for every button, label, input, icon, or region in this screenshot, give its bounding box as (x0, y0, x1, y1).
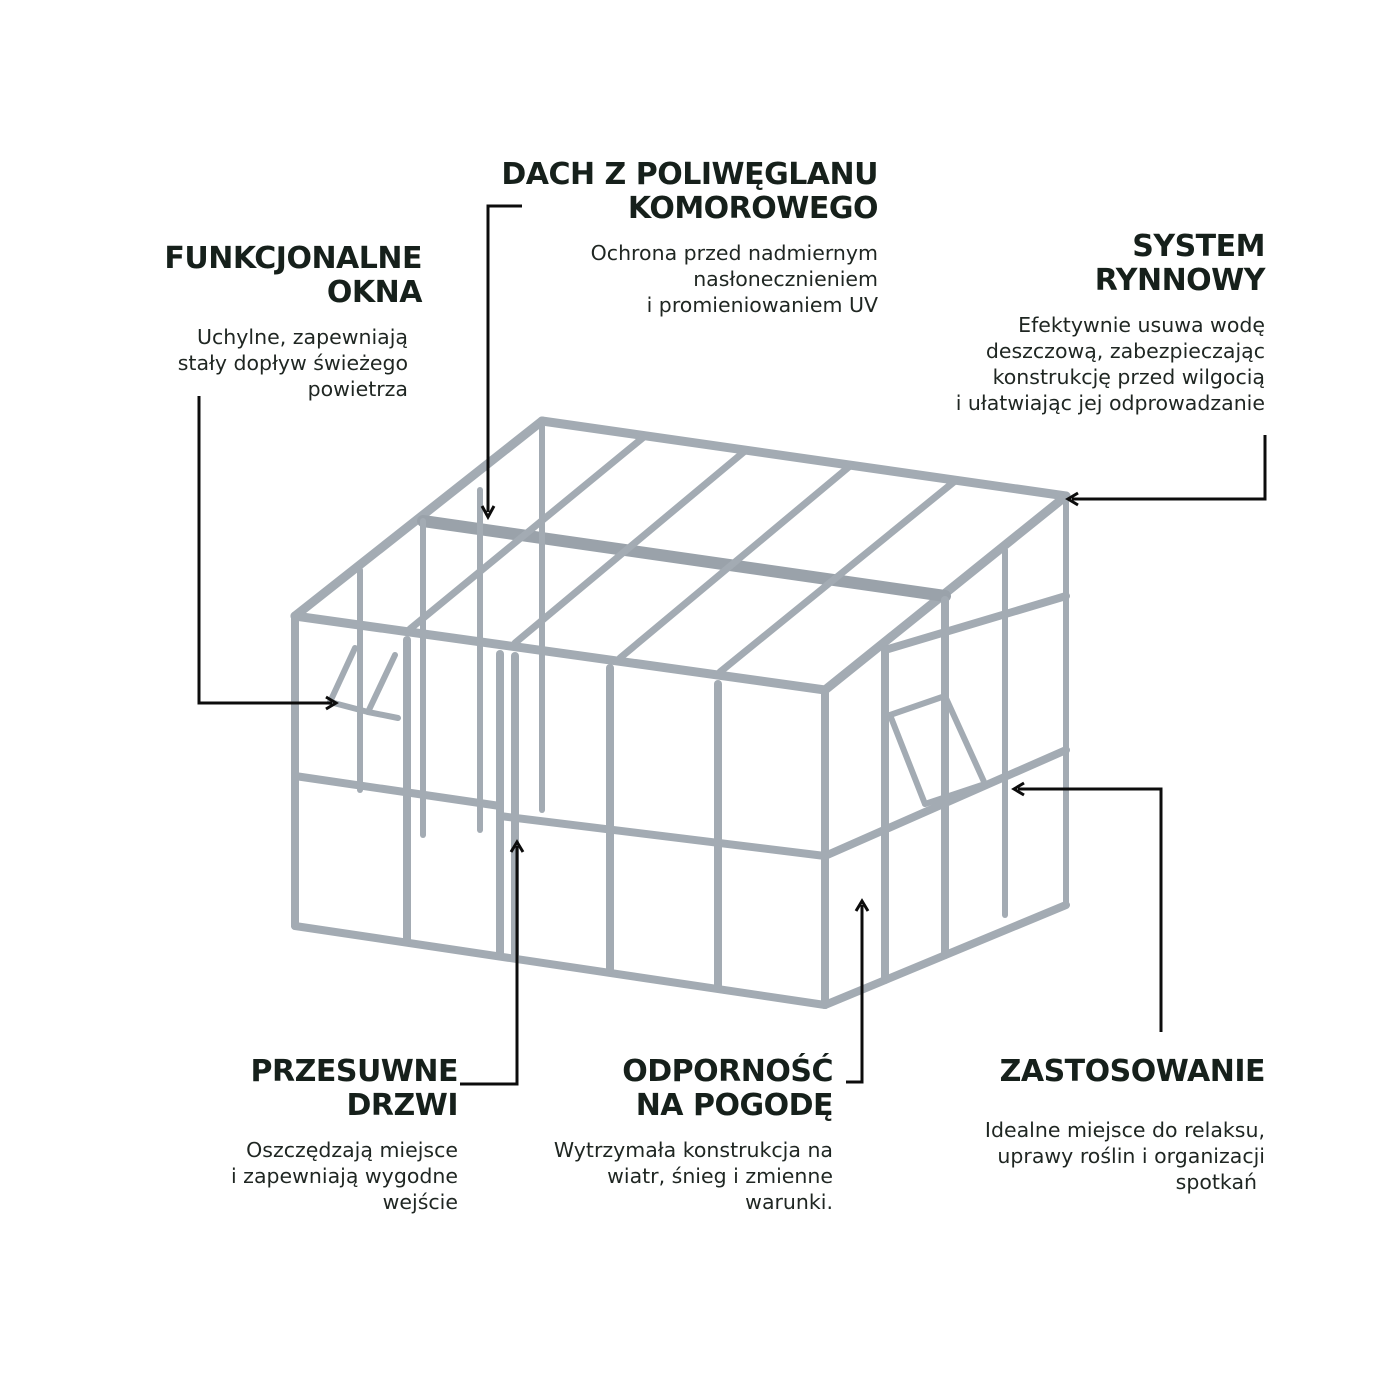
callout-weather-description: Wytrzymała konstrukcja na wiatr, śnieg i zmienne warunki. (553, 1138, 833, 1214)
callout-windows (164, 242, 422, 402)
pointer-gutter (1072, 435, 1265, 499)
pointer-usage (1018, 789, 1161, 1032)
callout-windows-description: Uchylne, zapewniają stały dopływ świeżego powietrza (177, 325, 408, 401)
callout-usage-description: Idealne miejsce do relaksu, uprawy roślin i organizacji spotkań (984, 1118, 1265, 1194)
pointer-windows (199, 396, 332, 703)
callout-roof-description: Ochrona przed nadmiernym nasłonecznieniem i promieniowaniem UV (590, 241, 878, 317)
callout-usage (985, 1055, 1265, 1195)
callout-gutter-description: Efektywnie usuwa wodę deszczową, zabezpieczając konstrukcję przed wilgocią i ułatwiając jej odprowadzanie (955, 313, 1265, 415)
callout-door-description: Oszczędzają miejsce i zapewniają wygodne wejście (230, 1138, 458, 1214)
callout-usage-title: ZASTOSOWANIE (999, 1054, 1265, 1089)
callout-door-title: PRZESUWNE DRZWI (250, 1054, 458, 1123)
pointer-door (460, 846, 517, 1084)
callout-windows-title: FUNKCJONALNE OKNA (164, 241, 422, 310)
callout-weather-title: ODPORNOŚĆ NA POGODĘ (622, 1054, 833, 1123)
callout-roof (501, 158, 878, 318)
callout-roof-title: DACH Z POLIWĘGLANU KOMOROWEGO (501, 157, 878, 226)
callout-door (231, 1055, 458, 1215)
callout-gutter (956, 230, 1265, 416)
callout-gutter-title: SYSTEM RYNNOWY (1094, 229, 1265, 298)
callout-weather (554, 1055, 833, 1215)
greenhouse-frame (295, 421, 1066, 1005)
